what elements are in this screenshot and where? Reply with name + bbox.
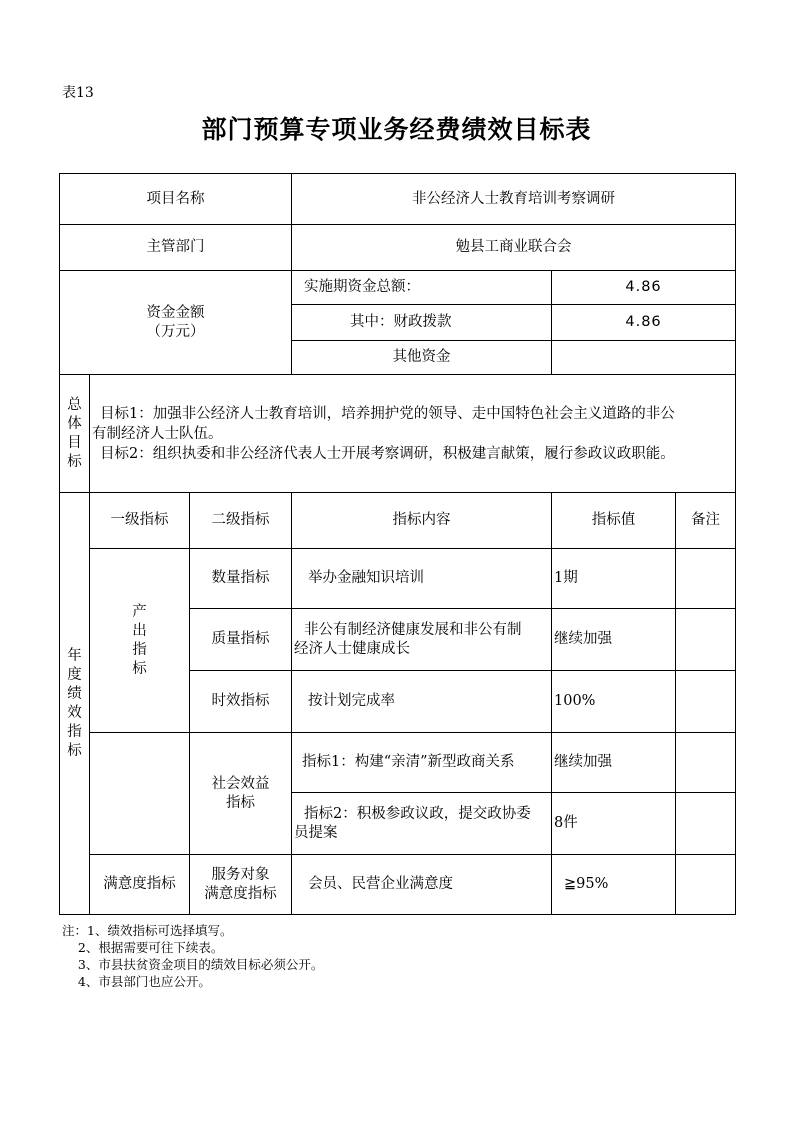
annual-label-char: 效	[67, 704, 82, 721]
funds-other-label: 其他资金	[292, 341, 552, 375]
satisfaction-content: 会员、民营企业满意度	[292, 855, 552, 915]
quality-remark	[676, 609, 736, 671]
quality-value: 继续加强	[552, 609, 676, 671]
footnotes	[62, 922, 323, 990]
annual-label-char: 度	[67, 666, 82, 683]
funds-total-value: 4.86	[552, 271, 736, 305]
annual-indicator-label	[60, 493, 90, 915]
overall-goal-row	[60, 375, 736, 493]
funds-total-row	[60, 271, 736, 305]
header-value: 指标值	[552, 493, 676, 549]
indicator-header-row	[60, 493, 736, 549]
timeliness-content: 按计划完成率	[292, 671, 552, 733]
quality-content-line1: 非公有制经济健康发展和非公有制	[304, 621, 522, 638]
note-1: 注：1、绩效指标可选择填写。	[62, 923, 233, 938]
table-number: 表13	[62, 85, 94, 101]
department-label: 主管部门	[60, 225, 292, 271]
satisfaction-level2-line1: 服务对象	[211, 866, 270, 883]
note-4: 4、市县部门也应公开。	[62, 974, 211, 989]
output-label-char: 出	[132, 622, 147, 639]
quantity-value: 1期	[552, 549, 676, 609]
timeliness-value: 100%	[552, 671, 676, 733]
output-label-char: 产	[132, 603, 147, 620]
page-title: 部门预算专项业务经费绩效目标表	[201, 115, 592, 144]
annual-label-char: 年	[67, 647, 82, 664]
social-benefit-label	[190, 733, 292, 855]
goal-1-line2: 有制经济人士队伍。	[92, 425, 223, 442]
quantity-remark	[676, 549, 736, 609]
goal-1-line1: 目标1：加强非公经济人士教育培训，培养拥护党的领导、走中国特色社会主义道路的非公	[100, 405, 675, 422]
satisfaction-row	[60, 855, 736, 915]
satisfaction-value: ≧95%	[552, 855, 676, 915]
overall-goal-content	[90, 375, 736, 493]
satisfaction-level1: 满意度指标	[90, 855, 190, 915]
header-level1: 一级指标	[90, 493, 190, 549]
header-level2: 二级指标	[190, 493, 292, 549]
social-2-content-line1: 指标2：积极参政议政，提交政协委	[304, 805, 531, 822]
performance-target-table	[59, 173, 736, 915]
social-2-content	[292, 793, 552, 855]
overall-goal-char: 体	[67, 415, 82, 432]
quantity-content: 举办金融知识培训	[292, 549, 552, 609]
quality-label: 质量指标	[190, 609, 292, 671]
header-remark: 备注	[676, 493, 736, 549]
social-benefit-line1: 社会效益	[211, 775, 270, 792]
satisfaction-level2	[190, 855, 292, 915]
quality-content-line2: 经济人士健康成长	[294, 640, 410, 657]
timeliness-remark	[676, 671, 736, 733]
department-row	[60, 225, 736, 271]
department-value: 勉县工商业联合会	[292, 225, 736, 271]
header-content: 指标内容	[292, 493, 552, 549]
overall-goal-label	[60, 375, 90, 493]
overall-goal-char: 目	[67, 434, 82, 451]
funds-fiscal-value: 4.86	[552, 305, 736, 341]
project-name-label: 项目名称	[60, 174, 292, 225]
effect-indicator-cell	[90, 733, 190, 855]
funds-label-line1: 资金金额	[146, 304, 205, 321]
funds-label-line2: （万元）	[146, 323, 205, 340]
social-1-value: 继续加强	[552, 733, 676, 793]
social-row-1	[60, 733, 736, 793]
overall-goal-char: 标	[67, 453, 82, 470]
output-indicator-label	[90, 549, 190, 733]
social-2-content-line2: 员提案	[294, 824, 338, 841]
social-2-value: 8件	[552, 793, 676, 855]
satisfaction-level2-line2: 满意度指标	[204, 885, 277, 902]
project-name-value: 非公经济人士教育培训考察调研	[292, 174, 736, 225]
note-3: 3、市县扶贫资金项目的绩效目标必须公开。	[62, 957, 324, 972]
funds-label	[60, 271, 292, 375]
output-label-char: 指	[132, 641, 147, 658]
annual-label-char: 标	[67, 742, 82, 759]
note-2: 2、根据需要可往下续表。	[62, 940, 224, 955]
overall-goal-char: 总	[67, 396, 82, 413]
quantity-label: 数量指标	[190, 549, 292, 609]
annual-label-char: 绩	[67, 685, 82, 702]
quality-content	[292, 609, 552, 671]
funds-total-label: 实施期资金总额：	[292, 271, 552, 305]
funds-fiscal-label: 其中：财政拨款	[292, 305, 552, 341]
quantity-row	[60, 549, 736, 609]
satisfaction-remark	[676, 855, 736, 915]
goal-2: 目标2：组织执委和非公经济代表人士开展考察调研，积极建言献策，履行参政议政职能。	[100, 445, 675, 462]
annual-label-char: 指	[67, 723, 82, 740]
social-1-content: 指标1：构建“亲清”新型政商关系	[292, 733, 552, 793]
social-1-remark	[676, 733, 736, 793]
social-benefit-line2: 指标	[226, 794, 255, 811]
project-name-row	[60, 174, 736, 225]
funds-other-value	[552, 341, 736, 375]
social-2-remark	[676, 793, 736, 855]
timeliness-label: 时效指标	[190, 671, 292, 733]
output-label-char: 标	[132, 660, 147, 677]
